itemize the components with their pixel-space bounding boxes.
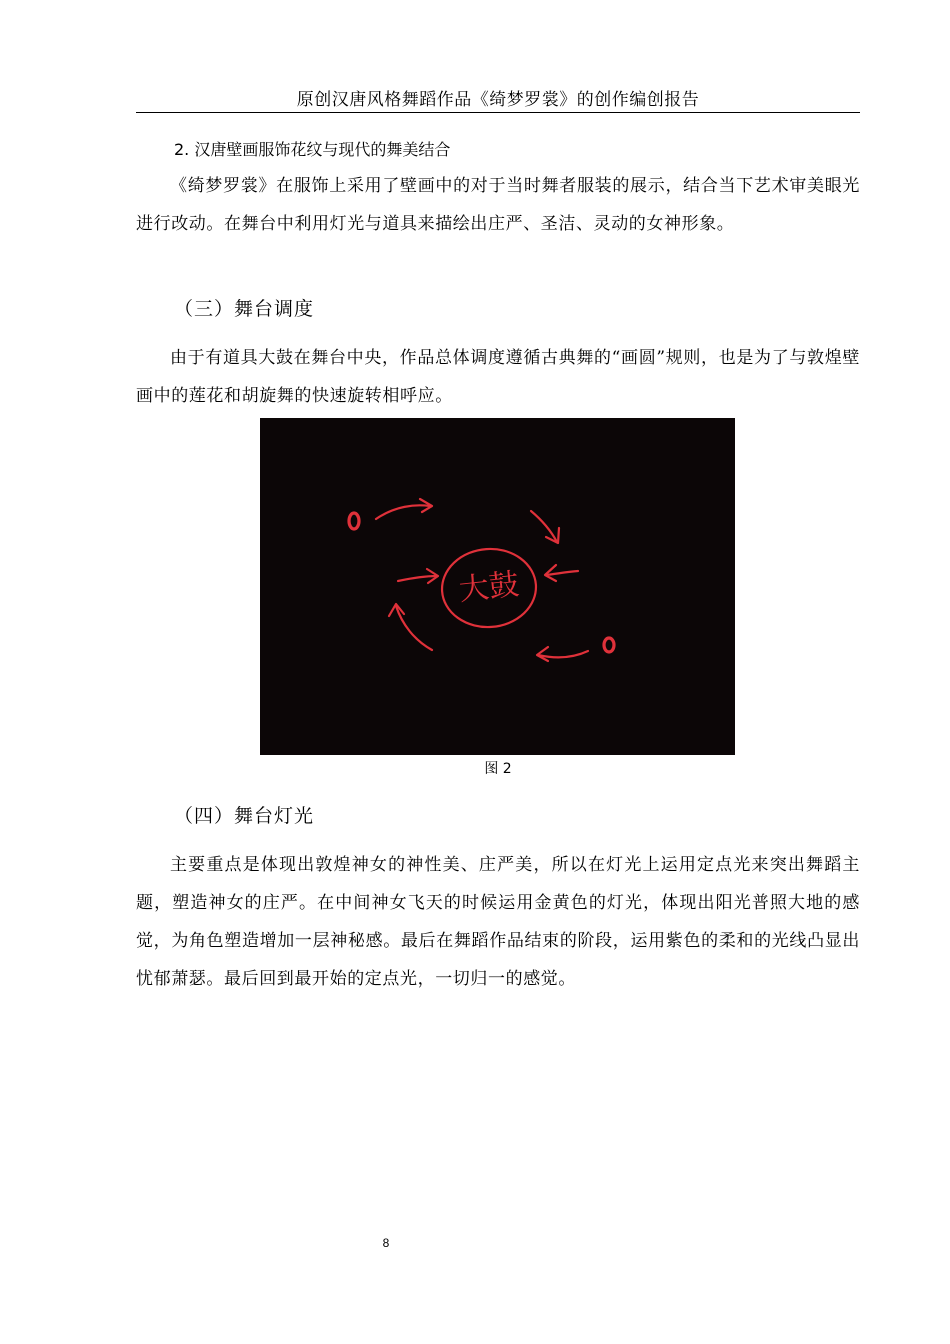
section-heading-stage-blocking: （三）舞台调度	[174, 298, 315, 320]
arrow-right	[546, 571, 578, 575]
page-number: 8	[382, 1236, 390, 1250]
paragraph-costume: 《绮梦罗裳》在服饰上采用了壁画中的对于当时舞者服装的展示，结合当下艺术审美眼光进行改动。在舞台中利用灯光与道具来描绘出庄严、圣洁、灵动的女神形象。	[136, 176, 860, 234]
figure-caption: 图 2	[484, 761, 512, 777]
arrow-top-right	[531, 511, 557, 542]
paragraph-stage-lighting: 主要重点是体现出敦煌神女的神性美、庄严美，所以在灯光上运用定点光来突出舞蹈主题，塑造神女的庄严。在中间神女飞天的时候运用金黄色的灯光，体现出阳光普照大地的感觉，为角色塑造增加一层神秘感。最后在舞蹈作品结束的阶段，运用紫色的柔和的光线凸显出忧郁萧瑟。最后回到最开始的定点光，一切归一的感觉。	[136, 855, 860, 989]
running-header-title: 原创汉唐风格舞蹈作品《绮梦罗裳》的创作编创报告	[296, 90, 700, 110]
dancer-marker-right	[604, 638, 614, 652]
drum-label: 大鼓	[457, 566, 521, 609]
arrow-bottom-left	[396, 606, 432, 650]
section-heading-stage-lighting: （四）舞台灯光	[174, 805, 315, 827]
subheading-costume-stage-design: 2. 汉唐壁画服饰花纹与现代的舞美结合	[174, 140, 451, 159]
stage-blocking-diagram	[260, 418, 735, 755]
arrow-bottom-right	[538, 651, 588, 657]
header-divider	[136, 112, 860, 113]
paragraph-stage-blocking: 由于有道具大鼓在舞台中央，作品总体调度遵循古典舞的“画圆”规则，也是为了与敦煌壁画中的莲花和胡旋舞的快速旋转相呼应。	[136, 348, 860, 406]
dancer-marker-left	[349, 513, 359, 529]
